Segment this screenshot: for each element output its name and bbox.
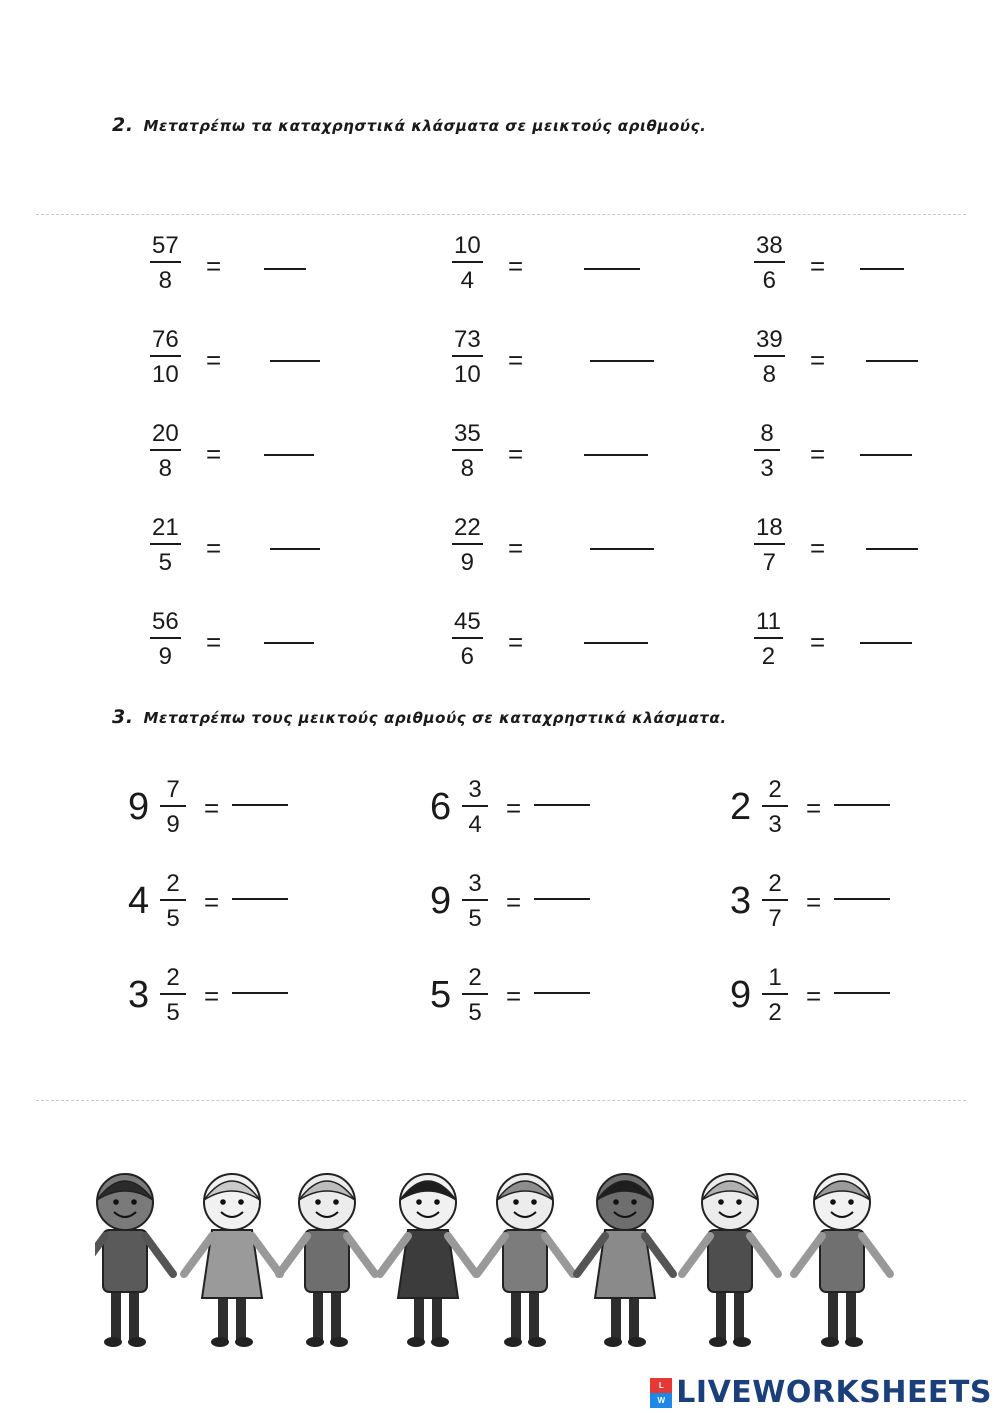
denominator: 7: [768, 905, 782, 932]
answer-blank[interactable]: [232, 804, 288, 806]
liveworksheets-logo-icon: [650, 1378, 672, 1408]
equals-sign: =: [204, 793, 220, 823]
mixed-fraction-part: [462, 966, 488, 1025]
answer-blank[interactable]: [534, 804, 590, 806]
numerator: 20: [152, 420, 179, 447]
children-holding-hands-illustration: [95, 1170, 925, 1350]
improper-fraction: [754, 516, 785, 575]
equals-sign: =: [806, 793, 822, 823]
improper-fraction: [150, 610, 181, 669]
equals-sign: =: [810, 439, 826, 469]
answer-blank[interactable]: [264, 268, 306, 270]
equals-sign: =: [806, 887, 822, 917]
answer-blank[interactable]: [866, 548, 918, 550]
answer-blank[interactable]: [232, 992, 288, 994]
whole-number: 9: [128, 786, 150, 828]
equals-sign: =: [508, 251, 524, 281]
denominator: 8: [762, 361, 777, 388]
numerator: 35: [454, 420, 481, 447]
mixed-fraction-part: [462, 778, 488, 837]
equals-sign: =: [506, 981, 522, 1011]
numerator: 39: [756, 326, 783, 353]
answer-blank[interactable]: [866, 360, 918, 362]
equals-sign: =: [810, 533, 826, 563]
section-3-instruction: Μετατρέπω τους μεικτούς αριθμούς σε καταχρηστικά κλάσματα.: [143, 709, 727, 727]
brand-name: LIVEWORKSHEETS: [676, 1375, 992, 1410]
equals-sign: =: [508, 439, 524, 469]
answer-blank[interactable]: [264, 454, 314, 456]
improper-fraction: [754, 234, 785, 293]
improper-fraction: [452, 234, 483, 293]
numerator: 56: [152, 608, 179, 635]
logo-letter: W: [650, 1393, 672, 1408]
child-figure: [477, 1174, 573, 1347]
numerator: 7: [166, 776, 180, 803]
child-figure: [95, 1174, 173, 1347]
numerator: 2: [768, 870, 782, 897]
mixed-fraction-part: [762, 966, 788, 1025]
mixed-fraction-part: [762, 778, 788, 837]
numerator: 45: [454, 608, 481, 635]
numerator: 3: [468, 870, 482, 897]
denominator: 5: [166, 905, 180, 932]
answer-blank[interactable]: [270, 360, 320, 362]
improper-fraction: [452, 422, 483, 481]
answer-blank[interactable]: [590, 548, 654, 550]
whole-number: 4: [128, 880, 150, 922]
denominator: 6: [460, 643, 475, 670]
denominator: 8: [158, 267, 173, 294]
denominator: 5: [158, 549, 173, 576]
mixed-fraction-part: [160, 778, 186, 837]
answer-blank[interactable]: [584, 268, 640, 270]
denominator: 5: [166, 999, 180, 1026]
equals-sign: =: [508, 533, 524, 563]
answer-blank[interactable]: [584, 642, 648, 644]
improper-fraction: [452, 328, 483, 387]
denominator: 10: [454, 361, 481, 388]
section-3-heading: [112, 706, 727, 728]
improper-fraction: [754, 328, 785, 387]
equals-sign: =: [810, 627, 826, 657]
improper-fraction: [754, 610, 783, 669]
section-2-instruction: Μετατρέπω τα καταχρηστικά κλάσματα σε μεικτούς αριθμούς.: [143, 117, 707, 135]
equals-sign: =: [810, 251, 826, 281]
improper-fraction: [754, 422, 780, 481]
whole-number: 3: [128, 974, 150, 1016]
improper-fraction: [150, 328, 181, 387]
child-figure: [279, 1174, 375, 1347]
answer-blank[interactable]: [534, 992, 590, 994]
improper-fraction: [150, 422, 181, 481]
answer-blank[interactable]: [232, 898, 288, 900]
numerator: 73: [454, 326, 481, 353]
equals-sign: =: [506, 793, 522, 823]
answer-blank[interactable]: [270, 548, 320, 550]
equals-sign: =: [206, 251, 222, 281]
numerator: 8: [760, 420, 774, 447]
answer-blank[interactable]: [860, 642, 912, 644]
improper-fraction: [150, 234, 181, 293]
equals-sign: =: [806, 981, 822, 1011]
equals-sign: =: [204, 981, 220, 1011]
denominator: 3: [760, 455, 774, 482]
numerator: 10: [454, 232, 481, 259]
equals-sign: =: [206, 627, 222, 657]
denominator: 9: [460, 549, 475, 576]
numerator: 2: [166, 870, 180, 897]
numerator: 18: [756, 514, 783, 541]
child-figure: [794, 1174, 890, 1347]
denominator: 10: [152, 361, 179, 388]
mixed-fraction-part: [160, 872, 186, 931]
whole-number: 9: [730, 974, 752, 1016]
numerator: 76: [152, 326, 179, 353]
denominator: 9: [166, 811, 180, 838]
denominator: 8: [460, 455, 475, 482]
whole-number: 3: [730, 880, 752, 922]
child-figure: [682, 1174, 778, 1347]
numerator: 21: [152, 514, 179, 541]
numerator: 1: [768, 964, 782, 991]
whole-number: 5: [430, 974, 452, 1016]
numerator: 2: [166, 964, 180, 991]
mixed-fraction-part: [462, 872, 488, 931]
equals-sign: =: [508, 345, 524, 375]
equals-sign: =: [206, 439, 222, 469]
equals-sign: =: [506, 887, 522, 917]
answer-blank[interactable]: [264, 642, 314, 644]
denominator: 6: [762, 267, 777, 294]
answer-blank[interactable]: [834, 898, 890, 900]
equals-sign: =: [508, 627, 524, 657]
equals-sign: =: [206, 533, 222, 563]
numerator: 3: [468, 776, 482, 803]
equals-sign: =: [810, 345, 826, 375]
answer-blank[interactable]: [834, 804, 890, 806]
improper-fraction: [452, 610, 483, 669]
divider: [36, 214, 966, 215]
child-figure: [380, 1174, 476, 1347]
denominator: 5: [468, 905, 482, 932]
whole-number: 2: [730, 786, 752, 828]
equals-sign: =: [206, 345, 222, 375]
mixed-fraction-part: [762, 872, 788, 931]
numerator: 57: [152, 232, 179, 259]
child-figure: [577, 1174, 673, 1347]
improper-fraction: [150, 516, 181, 575]
denominator: 7: [762, 549, 777, 576]
denominator: 9: [158, 643, 173, 670]
answer-blank[interactable]: [590, 360, 654, 362]
answer-blank[interactable]: [860, 454, 912, 456]
answer-blank[interactable]: [860, 268, 904, 270]
denominator: 4: [460, 267, 475, 294]
numerator: 2: [768, 776, 782, 803]
section-3-number: 3.: [112, 706, 134, 728]
section-2-heading: [112, 114, 706, 136]
mixed-fraction-part: [160, 966, 186, 1025]
denominator: 4: [468, 811, 482, 838]
denominator: 2: [761, 643, 776, 670]
section-2-number: 2.: [112, 114, 134, 136]
numerator: 2: [468, 964, 482, 991]
child-figure: [184, 1174, 280, 1347]
whole-number: 6: [430, 786, 452, 828]
equals-sign: =: [204, 887, 220, 917]
whole-number: 9: [430, 880, 452, 922]
numerator: 38: [756, 232, 783, 259]
denominator: 5: [468, 999, 482, 1026]
numerator: 11: [756, 608, 781, 635]
denominator: 8: [158, 455, 173, 482]
improper-fraction: [452, 516, 483, 575]
denominator: 2: [768, 999, 782, 1026]
denominator: 3: [768, 811, 782, 838]
liveworksheets-brand: [650, 1375, 992, 1410]
answer-blank[interactable]: [534, 898, 590, 900]
divider: [36, 1100, 966, 1101]
numerator: 22: [454, 514, 481, 541]
logo-letter: L: [650, 1378, 672, 1393]
answer-blank[interactable]: [834, 992, 890, 994]
answer-blank[interactable]: [584, 454, 648, 456]
